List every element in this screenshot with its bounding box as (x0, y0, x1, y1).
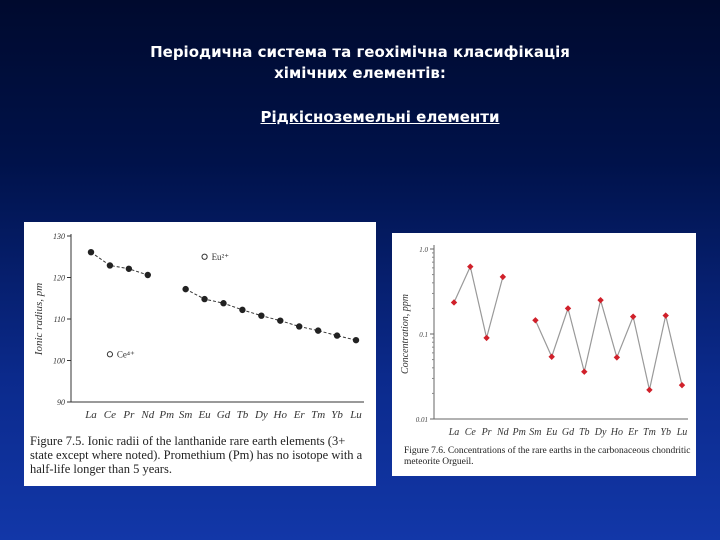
figure-7-5-label: Figure 7.5. (30, 434, 85, 448)
figure-7-6-caption (404, 446, 694, 468)
x-tick-label: Ce (103, 409, 117, 421)
data-point (483, 335, 489, 341)
data-point (277, 317, 283, 323)
annotation-label: Eu²⁺ (211, 251, 230, 262)
y-tick-label: 130 (53, 232, 65, 241)
data-point (315, 327, 321, 333)
data-point (239, 307, 245, 313)
y-tick-label: 0.1 (419, 331, 428, 339)
data-point (258, 312, 264, 318)
data-point (451, 299, 457, 305)
data-point (679, 382, 685, 388)
y-tick-label: 1.0 (419, 246, 428, 254)
x-tick-label: Nd (141, 409, 155, 421)
data-point (182, 286, 188, 292)
data-point (467, 263, 473, 269)
figure-7-6-text: Concentrations of the rare earths in the carbonaceous chondritic meteorite Orgueil. (404, 446, 691, 467)
x-tick-label: Eu (546, 427, 558, 438)
slide-title-line1: Періодична система та геохімічна класифікація (150, 43, 570, 61)
figure-7-5-text: Ionic radii of the lanthanide rare earth elements (3+ state except where noted). Promethium (Pm) has no isotope with a half-life longer than 5 years. (30, 434, 363, 476)
data-point (500, 274, 506, 280)
data-point (581, 369, 587, 375)
x-tick-label: Nd (497, 427, 509, 438)
x-tick-label: Er (628, 427, 639, 438)
x-tick-label: Tb (236, 409, 249, 421)
x-tick-label: La (85, 409, 97, 421)
figure-7-6-label: Figure 7.6. (404, 446, 446, 456)
x-tick-label: Ce (464, 427, 476, 438)
x-tick-label: Sm (529, 427, 542, 438)
x-tick-label: Tm (311, 409, 326, 421)
x-tick-label: Tb (579, 427, 590, 438)
data-point (532, 317, 538, 323)
y-tick-label: 110 (53, 315, 65, 324)
annotation-label: Ce⁴⁺ (116, 349, 135, 360)
y-tick-label: 100 (53, 356, 65, 366)
series-line (535, 300, 682, 390)
data-point (663, 312, 669, 318)
y-axis-label: Concentration, ppm (400, 294, 411, 374)
y-tick-label: 120 (53, 273, 65, 283)
x-tick-label: Pm (159, 409, 175, 421)
series-line (454, 267, 503, 338)
slide-subtitle: Рідкісноземельні елементи (260, 108, 500, 126)
data-point (630, 313, 636, 319)
figure-7-5-panel (24, 222, 376, 486)
figure-7-5-caption (30, 434, 370, 476)
x-tick-label: Yb (660, 427, 671, 438)
data-point (334, 332, 340, 338)
x-tick-label: Gd (216, 409, 231, 421)
slide-title (0, 42, 720, 84)
x-tick-label: Pr (123, 409, 135, 421)
x-tick-label: Pr (481, 427, 492, 438)
x-tick-label: Gd (561, 427, 575, 438)
x-tick-label: Dy (594, 427, 607, 438)
x-tick-label: Dy (254, 409, 268, 421)
x-tick-label: Ho (273, 409, 288, 421)
data-point (107, 262, 113, 268)
x-tick-label: La (448, 427, 460, 438)
data-point (88, 249, 94, 255)
data-point (126, 266, 132, 272)
figure-7-6-panel (392, 233, 696, 476)
x-tick-label: Lu (676, 427, 688, 438)
x-tick-label: Ho (610, 427, 623, 438)
data-point (296, 323, 302, 329)
y-tick-label: 90 (57, 398, 65, 407)
data-point (220, 300, 226, 306)
y-axis-label: Ionic radius, pm (33, 282, 45, 356)
data-point (145, 272, 151, 278)
data-point (597, 297, 603, 303)
data-point (353, 337, 359, 343)
ionic-radius-chart (24, 222, 376, 432)
annotation-point (107, 352, 112, 357)
annotation-point (202, 254, 207, 259)
data-point (646, 387, 652, 393)
x-tick-label: Er (293, 409, 305, 421)
x-tick-label: Yb (331, 409, 343, 421)
data-point (201, 296, 207, 302)
x-tick-label: Pm (512, 427, 526, 438)
x-tick-label: Sm (178, 409, 193, 421)
data-point (565, 305, 571, 311)
x-tick-label: Lu (350, 409, 362, 421)
data-point (549, 354, 555, 360)
slide-title-line2: хімічних елементів: (274, 64, 446, 82)
x-tick-label: Eu (198, 409, 211, 421)
series-line (91, 252, 148, 275)
y-tick-label: 0.01 (415, 416, 428, 424)
series-line (186, 289, 356, 340)
data-point (614, 354, 620, 360)
concentration-chart (392, 233, 696, 445)
x-tick-label: Tm (643, 427, 656, 438)
